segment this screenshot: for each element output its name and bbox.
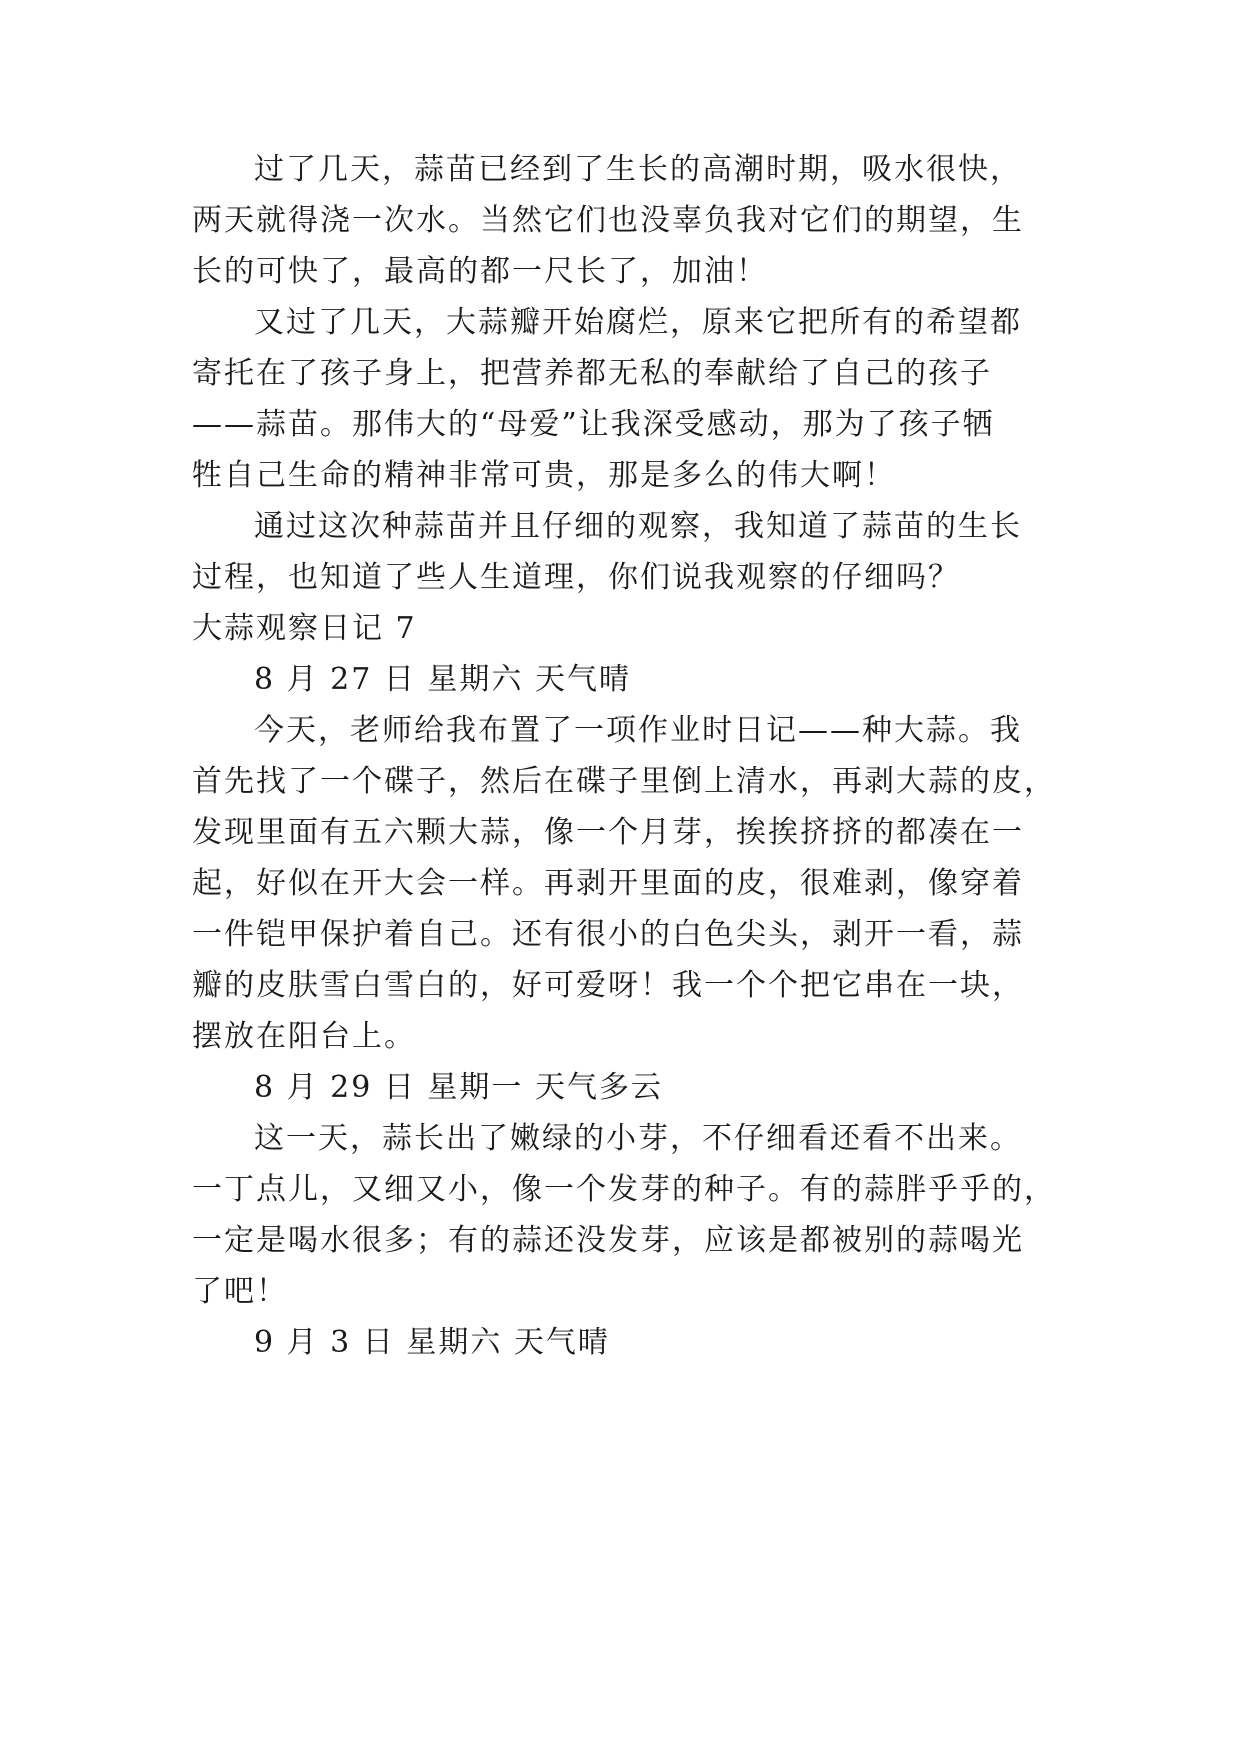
paragraph-line: 又过了几天，大蒜瓣开始腐烂，原来它把所有的希望都 — [254, 305, 1022, 340]
paragraph-line: 寄托在了孩子身上，把营养都无私的奉献给了自己的孩子 — [192, 356, 992, 391]
entry-date: 8 月 27 日 星期六 天气晴 — [254, 662, 631, 697]
entry-line: 起，好似在开大会一样。再剥开里面的皮，很难剥，像穿着 — [192, 866, 1024, 901]
paragraph-line: ——蒜苗。那伟大的“母爱”让我深受感动，那为了孩子牺 — [192, 407, 995, 442]
entry-line: 瓣的皮肤雪白雪白的，好可爱呀！我一个个把它串在一块， — [192, 968, 1024, 1003]
paragraph-line: 牲自己生命的精神非常可贵，那是多么的伟大啊！ — [192, 458, 896, 493]
entry-line: 今天，老师给我布置了一项作业时日记——种大蒜。我 — [254, 713, 1022, 748]
entry-line: 一定是喝水很多；有的蒜还没发芽，应该是都被别的蒜喝光 — [192, 1223, 1024, 1258]
paragraph-line: 过程，也知道了些人生道理，你们说我观察的仔细吗？ — [192, 560, 960, 595]
paragraph-line: 两天就得浇一次水。当然它们也没辜负我对它们的期望，生 — [192, 203, 1024, 238]
entry-line: 发现里面有五六颗大蒜，像一个月芽，挨挨挤挤的都凑在一 — [192, 815, 1024, 850]
entry-line: 了吧！ — [192, 1274, 288, 1309]
paragraph-line: 通过这次种蒜苗并且仔细的观察，我知道了蒜苗的生长 — [254, 509, 1022, 544]
entry-line: 摆放在阳台上。 — [192, 1019, 416, 1054]
entry-date: 8 月 29 日 星期一 天气多云 — [254, 1070, 663, 1105]
entry-line: 这一天，蒜长出了嫩绿的小芽，不仔细看还看不出来。 — [254, 1121, 1022, 1156]
entry-line: 一丁点儿，又细又小，像一个发芽的种子。有的蒜胖乎乎的， — [192, 1172, 1056, 1207]
paragraph-line: 长的可快了，最高的都一尺长了，加油！ — [192, 254, 768, 289]
entry-line: 首先找了一个碟子，然后在碟子里倒上清水，再剥大蒜的皮， — [192, 764, 1056, 799]
section-title: 大蒜观察日记 7 — [192, 611, 417, 646]
entry-date: 9 月 3 日 星期六 天气晴 — [254, 1325, 610, 1360]
entry-line: 一件铠甲保护着自己。还有很小的白色尖头，剥开一看，蒜 — [192, 917, 1024, 952]
paragraph-line: 过了几天，蒜苗已经到了生长的高潮时期，吸水很快， — [254, 152, 1022, 187]
